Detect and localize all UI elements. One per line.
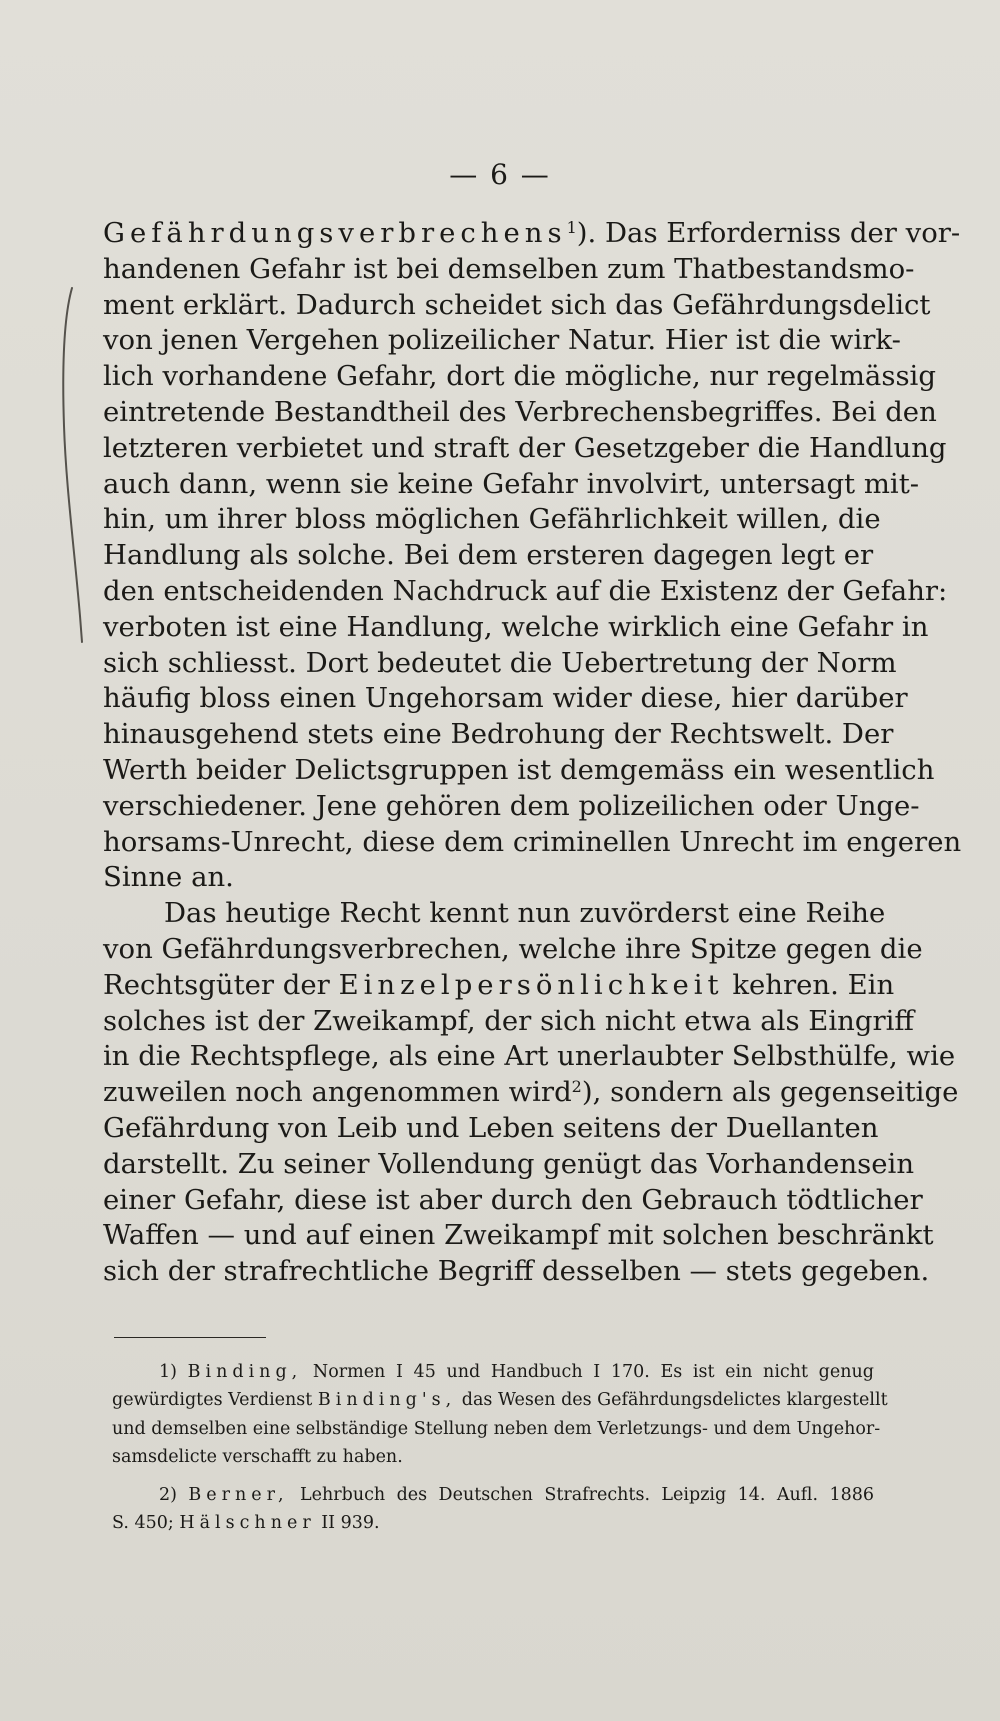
footnote-line: samsdelicte verschafft zu haben. <box>112 1446 403 1467</box>
text-line: Sinne an. <box>103 861 234 894</box>
text-line: hinausgehend stets eine Bedrohung der Rechtswelt. Der <box>103 718 894 751</box>
text-line: darstellt. Zu seiner Vollendung genügt das Vorhandensein <box>103 1147 915 1180</box>
text-line: von jenen Vergehen polizeilicher Natur. Hier ist die wirk- <box>103 324 901 357</box>
footnote-2: 2) Berner, Lehrbuch des Deutschen Strafrechts. Leipzig 14. Aufl. 1886 <box>159 1485 874 1506</box>
text-line: den entscheidenden Nachdruck auf die Existenz der Gefahr: <box>103 574 948 607</box>
text-line: Werth beider Delictsgruppen ist demgemäss ein wesentlich <box>103 753 935 786</box>
text-line: einer Gefahr, diese ist aber durch den Gebrauch tödtlicher <box>103 1183 923 1216</box>
text-line: Das heutige Recht kennt nun zuvörderst eine Reihe <box>164 897 886 930</box>
cited-author: Binding's, <box>317 1390 457 1411</box>
footnotes <box>112 1358 888 1538</box>
text-line: letzteren verbietet und straft der Gesetzgeber die Handlung <box>103 431 947 464</box>
cited-author: Hälschner <box>179 1513 316 1534</box>
emphasized-term: Einzelpersönlichkeit <box>338 968 724 1001</box>
text-line: sich schliesst. Dort bedeutet die Uebertretung der Norm <box>103 646 897 679</box>
text-line: häufig bloss einen Ungehorsam wider diese, hier darüber <box>103 682 908 715</box>
text-line: lich vorhandene Gefahr, dort die mögliche, nur regelmässig <box>103 360 936 393</box>
text-line: horsams-Unrecht, diese dem criminellen Unrecht im engeren <box>103 825 962 858</box>
text-line: hin, um ihrer bloss möglichen Gefährlichkeit willen, die <box>103 503 881 536</box>
footnote-line: und demselben eine selbständige Stellung neben dem Verletzungs- und dem Ungehor- <box>112 1418 881 1439</box>
text-line: Waffen — und auf einen Zweikampf mit solchen beschränkt <box>103 1219 934 1252</box>
text-line: handenen Gefahr ist bei demselben zum Thatbestandsmo- <box>103 252 915 285</box>
text-line: zuweilen noch angenommen wird$^2$), sondern als gegenseitige <box>103 1076 959 1109</box>
cited-author: Binding, <box>187 1362 303 1382</box>
text-line: Gefährdungsverbrechens$^1$). Das Erforderniss der vor- <box>103 217 961 249</box>
text-line: ment erklärt. Dadurch scheidet sich das Gefährdungsdelict <box>103 288 931 321</box>
text-line: Gefährdung von Leib und Leben seitens der Duellanten <box>103 1111 879 1144</box>
text-line: in die Rechtspflege, als eine Art unerlaubter Selbsthülfe, wie <box>103 1040 956 1073</box>
margin-pencil-mark <box>58 286 88 646</box>
text-line: verschiedener. Jene gehören dem polizeilichen oder Unge- <box>103 789 920 822</box>
cited-author: Berner, <box>188 1485 289 1506</box>
text-line: Handlung als solche. Bei dem ersteren dagegen legt er <box>103 539 874 572</box>
footnote-line: S. 450; Hälschner II 939. <box>112 1513 380 1534</box>
emphasized-term: Gefährdungsverbrechens <box>103 217 567 249</box>
footnote-line: gewürdigtes Verdienst Binding's, das Wesen des Gefährdungsdelictes klargestellt <box>112 1390 888 1411</box>
footnote-ref-2: 2 <box>571 1077 582 1097</box>
footnote-ref-1: 1 <box>566 218 577 237</box>
footnote-1: 1) Binding, Normen I 45 und Handbuch I 170. Es ist ein nicht genug <box>159 1362 874 1382</box>
page-number: — 6 — <box>449 158 551 191</box>
text-line: sich der strafrechtliche Begriff desselben — stets gegeben. <box>103 1255 930 1288</box>
text-line: auch dann, wenn sie keine Gefahr involvirt, untersagt mit- <box>103 467 920 500</box>
body-text <box>103 216 962 1290</box>
text-line: eintretende Bestandtheil des Verbrechensbegriffes. Bei den <box>103 395 937 428</box>
text-line: solches ist der Zweikampf, der sich nicht etwa als Eingriff <box>103 1004 914 1037</box>
text-line: von Gefährdungsverbrechen, welche ihre Spitze gegen die <box>103 932 923 965</box>
text-line: Rechtsgüter der Einzelpersönlichkeit kehren. Ein <box>103 968 895 1001</box>
footnote-separator <box>114 1337 266 1338</box>
text-line: verboten ist eine Handlung, welche wirklich eine Gefahr in <box>103 610 929 643</box>
